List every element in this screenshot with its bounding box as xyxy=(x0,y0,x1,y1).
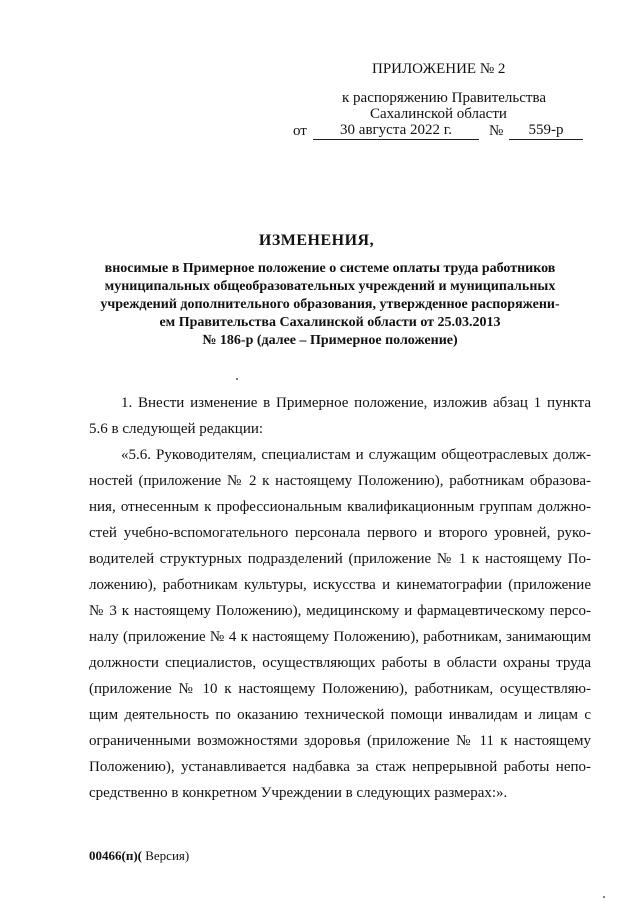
document-subtitle xyxy=(70,260,590,350)
paragraph-line: № 3 к настоящему Положению), медицинскому и фармацевтическому персо- xyxy=(89,603,591,619)
appendix-reference: к распоряжению Правительства xyxy=(342,90,547,106)
paragraph-line: стей учебно-вспомогательного персонала первого и второго уровней, руко- xyxy=(89,525,591,541)
document-code xyxy=(89,848,189,864)
subtitle-line: вносимые в Примерное положение о системе оплаты труда работников xyxy=(104,261,556,276)
subtitle-line: муниципальных общеобразовательных учреждений и муниципальных xyxy=(104,279,556,294)
order-date: 30 августа 2022 г. xyxy=(313,122,479,140)
paragraph-line: щим деятельность по оказанию технической помощи инвалидам и лицам с xyxy=(89,707,591,723)
paragraph-line: «5.6. Руководителям, специалистам и служащим общеотраслевых долж- xyxy=(121,447,591,463)
subtitle-line: № 186-р (далее – Примерное положение) xyxy=(202,333,458,348)
paragraph-line: (приложение № 10 к настоящему Положению), работникам, осуществляю- xyxy=(89,681,591,697)
paragraph-line: 5.6 в следующей редакции: xyxy=(89,421,264,437)
scan-speck xyxy=(603,896,605,898)
appendix-organization: Сахалинской области xyxy=(370,106,507,122)
paragraph-line: Положению), устанавливается надбавка за стаж непрерывной работы непо- xyxy=(89,759,591,775)
number-label: № xyxy=(489,123,504,139)
paragraph-line: 1. Внести изменение в Примерное положение, изложив абзац 1 пункта xyxy=(121,395,591,411)
paragraph-line: ограниченными возможностями здоровья (приложение № 11 к настоящему xyxy=(89,733,591,749)
document-code-version: Версия) xyxy=(141,848,190,863)
paragraph-line: средственно в конкретном Учреждении в следующих размерах:». xyxy=(89,785,508,801)
scan-speck xyxy=(236,378,238,380)
paragraph-line: водителей структурных подразделений (приложение № 1 к настоящему По- xyxy=(89,551,591,567)
subtitle-line: учреждений дополнительного образования, утвержденное распоряжени- xyxy=(100,297,560,312)
paragraph-line: ния, отнесенным к профессиональным квалификационным группам должно- xyxy=(89,499,591,515)
document-code-bold: 00466(п)( xyxy=(89,848,142,863)
appendix-title: ПРИЛОЖЕНИЕ № 2 xyxy=(372,61,506,77)
paragraph-line: ностей (приложение № 2 к настоящему Положению), работникам образова- xyxy=(89,473,591,489)
paragraph-line: ложению), работникам культуры, искусства и кинематографии (приложение xyxy=(89,577,591,593)
document-title: ИЗМЕНЕНИЯ, xyxy=(258,232,375,249)
paragraph-line: должности специалистов, осуществляющих работы в области охраны труда xyxy=(89,655,591,671)
order-number: 559-р xyxy=(509,122,583,140)
date-label: от xyxy=(293,123,307,139)
subtitle-line: ем Правительства Сахалинской области от 25.03.2013 xyxy=(159,315,501,330)
paragraph-line: налу (приложение № 4 к настоящему Положению), работникам, занимающим xyxy=(89,629,591,645)
